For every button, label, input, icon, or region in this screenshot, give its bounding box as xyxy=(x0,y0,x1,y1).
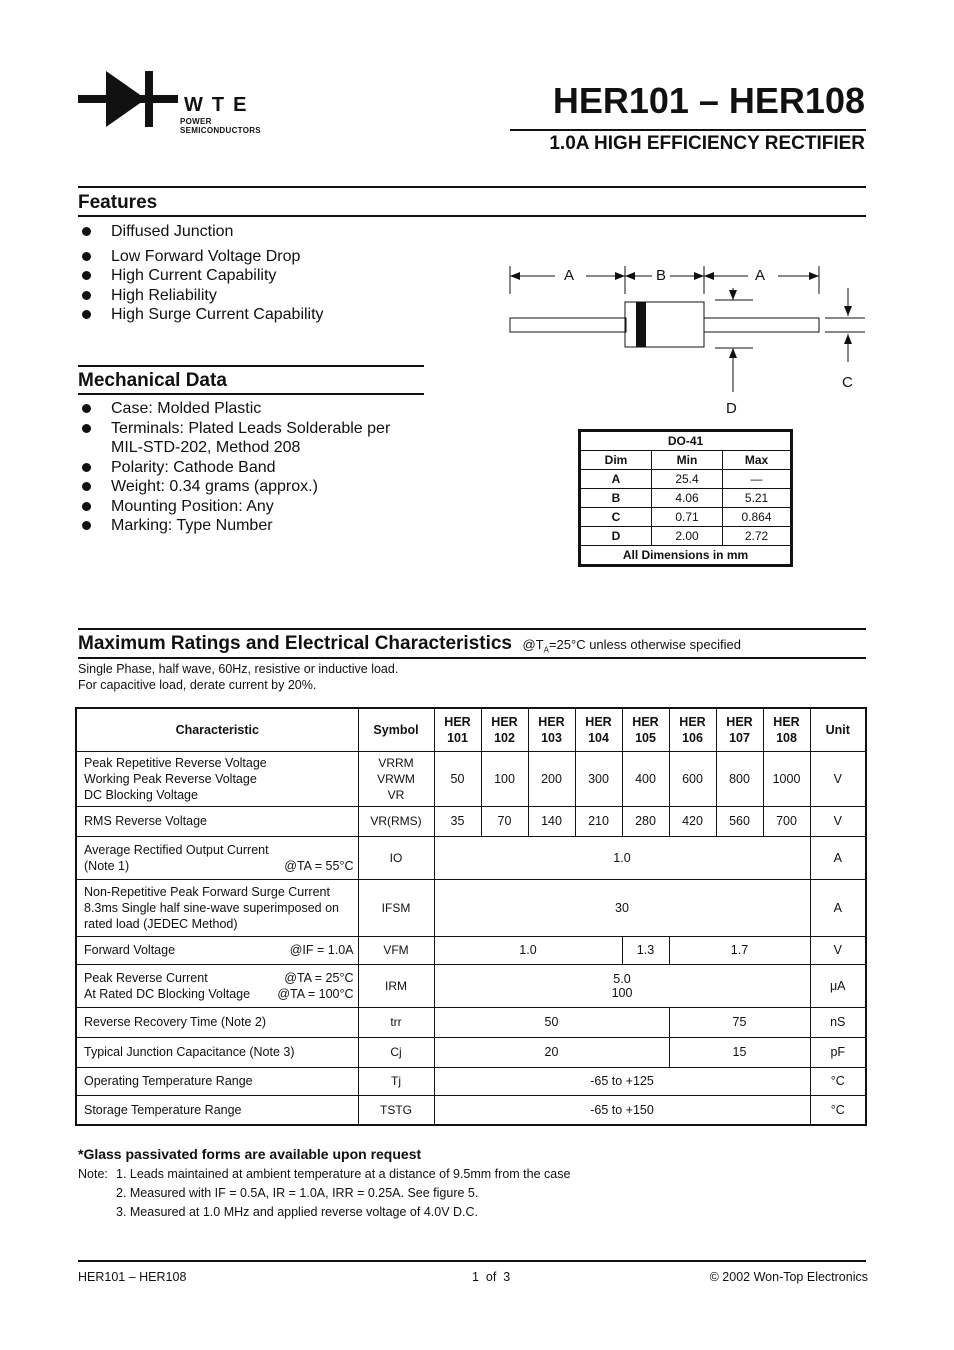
part-bot: 101 xyxy=(447,730,468,745)
page-title: HER101 – HER108 xyxy=(552,80,865,121)
ratings-bottom-rule xyxy=(78,657,866,659)
condition-sub: A xyxy=(543,645,549,655)
characteristic-cell xyxy=(76,751,358,806)
part-bot: 108 xyxy=(776,730,797,745)
table-row xyxy=(76,936,866,964)
note-1: 1. Leads maintained at ambient temperature at a distance of 9.5mm from the case xyxy=(116,1167,571,1181)
unit-cell: A xyxy=(810,836,866,879)
unit-cell: μA xyxy=(810,964,866,1007)
characteristic-cell: Reverse Recovery Time (Note 2) xyxy=(76,1007,358,1037)
package-diagram xyxy=(500,262,870,422)
characteristic-cell: Typical Junction Capacitance (Note 3) xyxy=(76,1037,358,1067)
col-header-part xyxy=(575,708,622,751)
characteristic-line xyxy=(84,942,358,958)
characteristics-table xyxy=(75,707,867,1126)
value-cell: 400 xyxy=(622,751,669,806)
ratings-note-1: Single Phase, half wave, 60Hz, resistive or inductive load. xyxy=(78,662,399,676)
col-header-part xyxy=(528,708,575,751)
value-cell: 800 xyxy=(716,751,763,806)
part-bot: 105 xyxy=(635,730,656,745)
dim-label-a1: A xyxy=(564,267,575,284)
dim-cell: — xyxy=(723,470,791,489)
dim-cell: 25.4 xyxy=(652,470,723,489)
footer-page-number: 1 of 3 xyxy=(472,1270,511,1284)
value-cell: 100 xyxy=(481,751,528,806)
features-heading: Features xyxy=(78,192,158,213)
condition-prefix: @T xyxy=(522,637,544,652)
value-cell: 210 xyxy=(575,806,622,836)
condition-suffix: =25°C unless otherwise specified xyxy=(548,637,741,652)
value-cell: 1.0 xyxy=(434,936,622,964)
mechanical-item: Polarity: Cathode Band xyxy=(78,458,438,478)
characteristic-text: Forward Voltage xyxy=(84,943,176,957)
ratings-heading-line xyxy=(78,633,741,655)
footer-copyright: © 2002 Won-Top Electronics xyxy=(709,1270,868,1284)
value-cell: 560 xyxy=(716,806,763,836)
characteristic-line: DC Blocking Voltage xyxy=(84,787,198,802)
ratings-note-2: For capacitive load, derate current by 20%. xyxy=(78,678,317,692)
mechanical-list xyxy=(78,399,438,536)
col-header-unit: Unit xyxy=(810,708,866,751)
note-3: 3. Measured at 1.0 MHz and applied reverse voltage of 4.0V D.C. xyxy=(116,1205,478,1219)
symbol-cell: trr xyxy=(358,1007,434,1037)
footer-rule xyxy=(78,1260,866,1262)
table-row xyxy=(76,751,866,806)
symbol-cell xyxy=(358,751,434,806)
characteristic-line xyxy=(84,970,358,986)
col-header-part xyxy=(716,708,763,751)
part-bot: 102 xyxy=(494,730,515,745)
value-line: 100 xyxy=(611,985,633,1000)
part-top: HER xyxy=(773,714,800,729)
value-cell: 1000 xyxy=(763,751,810,806)
symbol-line: VR xyxy=(387,787,405,802)
symbol-cell: VFM xyxy=(358,936,434,964)
value-cell: 15 xyxy=(669,1037,810,1067)
table-row xyxy=(76,806,866,836)
characteristic-line: Non-Repetitive Peak Forward Surge Current xyxy=(84,884,330,899)
part-top: HER xyxy=(632,714,659,729)
features-list xyxy=(78,222,438,325)
value-cell: 30 xyxy=(434,879,810,936)
part-bot: 104 xyxy=(588,730,609,745)
dim-label-c: C xyxy=(842,374,853,391)
symbol-cell: Tj xyxy=(358,1067,434,1095)
dim-label-b: B xyxy=(656,267,667,284)
company-logo xyxy=(78,68,278,135)
table-row xyxy=(76,1037,866,1067)
value-cell: 35 xyxy=(434,806,481,836)
feature-item: High Surge Current Capability xyxy=(78,305,438,325)
characteristic-line: Working Peak Reverse Voltage xyxy=(84,771,257,786)
dim-col-header: Dim xyxy=(581,451,652,470)
characteristic-cell: Operating Temperature Range xyxy=(76,1067,358,1095)
unit-cell: V xyxy=(810,751,866,806)
ratings-heading: Maximum Ratings and Electrical Characteristics xyxy=(78,633,512,654)
dim-cell: D xyxy=(581,527,652,546)
value-cell: 280 xyxy=(622,806,669,836)
value-cell: 50 xyxy=(434,1007,669,1037)
value-line: 5.0 xyxy=(613,971,631,986)
unit-cell: nS xyxy=(810,1007,866,1037)
dim-cell: C xyxy=(581,508,652,527)
unit-cell: °C xyxy=(810,1067,866,1095)
value-cell: 1.3 xyxy=(622,936,669,964)
dim-row xyxy=(581,470,791,489)
part-top: HER xyxy=(491,714,518,729)
dim-col-header: Max xyxy=(723,451,791,470)
ratings-condition xyxy=(522,637,741,655)
value-cell: 420 xyxy=(669,806,716,836)
notes-label: Note: xyxy=(78,1167,108,1181)
dim-cell: 2.72 xyxy=(723,527,791,546)
dim-label-a2: A xyxy=(755,267,766,284)
symbol-cell: Cj xyxy=(358,1037,434,1067)
unit-cell: pF xyxy=(810,1037,866,1067)
value-cell: 1.0 xyxy=(434,836,810,879)
table-row xyxy=(76,879,866,936)
unit-cell: V xyxy=(810,936,866,964)
symbol-cell: TSTG xyxy=(358,1095,434,1125)
part-bot: 106 xyxy=(682,730,703,745)
condition-text: @TA = 55°C xyxy=(284,858,354,873)
part-top: HER xyxy=(679,714,706,729)
dim-cell: 0.864 xyxy=(723,508,791,527)
value-cell: 200 xyxy=(528,751,575,806)
value-cell xyxy=(434,964,810,1007)
value-cell: 70 xyxy=(481,806,528,836)
characteristic-text: At Rated DC Blocking Voltage xyxy=(84,986,251,1001)
table-row xyxy=(76,1095,866,1125)
mechanical-item: Mounting Position: Any xyxy=(78,497,438,517)
symbol-cell: IO xyxy=(358,836,434,879)
features-bottom-rule xyxy=(78,215,866,217)
mechanical-item: Weight: 0.34 grams (approx.) xyxy=(78,477,438,497)
package-outline-drawing xyxy=(500,262,870,422)
value-cell: -65 to +125 xyxy=(434,1067,810,1095)
mechanical-bottom-rule xyxy=(78,393,424,395)
value-cell: 140 xyxy=(528,806,575,836)
dim-cell: A xyxy=(581,470,652,489)
dim-cell: 0.71 xyxy=(652,508,723,527)
table-row xyxy=(76,836,866,879)
value-cell: 600 xyxy=(669,751,716,806)
characteristic-line: Average Rectified Output Current xyxy=(84,842,269,857)
part-top: HER xyxy=(585,714,612,729)
feature-item: Diffused Junction xyxy=(78,222,438,242)
mechanical-item: Case: Molded Plastic xyxy=(78,399,438,419)
mechanical-top-rule xyxy=(78,365,424,367)
note-2: 2. Measured with IF = 0.5A, IR = 1.0A, IRR = 0.25A. See figure 5. xyxy=(116,1186,479,1200)
col-header-part xyxy=(622,708,669,751)
feature-item: Low Forward Voltage Drop xyxy=(78,247,438,267)
col-header-part xyxy=(481,708,528,751)
symbol-line: VRRM xyxy=(378,755,414,770)
value-cell: 1.7 xyxy=(669,936,810,964)
ratings-top-rule xyxy=(78,628,866,630)
dim-col-header: Min xyxy=(652,451,723,470)
value-cell: 300 xyxy=(575,751,622,806)
mechanical-item: Terminals: Plated Leads Solderable per xyxy=(78,419,438,439)
characteristic-line: rated load (JEDEC Method) xyxy=(84,916,238,931)
characteristic-text: Peak Reverse Current xyxy=(84,970,208,985)
value-cell: 75 xyxy=(669,1007,810,1037)
value-cell: 50 xyxy=(434,751,481,806)
dim-cell: 2.00 xyxy=(652,527,723,546)
part-bot: 107 xyxy=(729,730,750,745)
diode-logo-icon xyxy=(78,68,178,130)
dim-table-title: DO-41 xyxy=(581,432,791,451)
mechanical-heading: Mechanical Data xyxy=(78,370,227,391)
title-rule xyxy=(510,129,866,131)
condition-text: @TA = 25°C xyxy=(284,970,354,985)
part-bot: 103 xyxy=(541,730,562,745)
table-header-row xyxy=(76,708,866,751)
unit-cell: V xyxy=(810,806,866,836)
mechanical-item-continued: MIL-STD-202, Method 208 xyxy=(111,439,301,456)
table-row xyxy=(76,1067,866,1095)
unit-cell: A xyxy=(810,879,866,936)
characteristic-line xyxy=(84,986,358,1002)
logo-text: WTE xyxy=(184,94,256,116)
symbol-line: VRWM xyxy=(377,771,415,786)
characteristic-text: (Note 1) xyxy=(84,858,130,873)
symbol-cell: VR(RMS) xyxy=(358,806,434,836)
characteristic-cell xyxy=(76,936,358,964)
glass-passivated-note: *Glass passivated forms are available upon request xyxy=(78,1146,422,1162)
value-cell: 20 xyxy=(434,1037,669,1067)
footer-left: HER101 – HER108 xyxy=(78,1270,187,1284)
symbol-cell: IRM xyxy=(358,964,434,1007)
page-subtitle: 1.0A HIGH EFFICIENCY RECTIFIER xyxy=(549,133,865,154)
dim-row xyxy=(581,508,791,527)
part-top: HER xyxy=(444,714,471,729)
dim-cell: B xyxy=(581,489,652,508)
col-header-symbol: Symbol xyxy=(358,708,434,751)
dim-table-footer: All Dimensions in mm xyxy=(581,546,791,565)
mechanical-item: Marking: Type Number xyxy=(78,516,438,536)
characteristic-cell xyxy=(76,879,358,936)
dimension-table xyxy=(578,429,793,567)
characteristic-cell xyxy=(76,964,358,1007)
characteristic-cell xyxy=(76,836,358,879)
dim-row xyxy=(581,489,791,508)
dim-label-d: D xyxy=(726,400,737,417)
part-top: HER xyxy=(726,714,753,729)
characteristic-cell: Storage Temperature Range xyxy=(76,1095,358,1125)
col-header-part xyxy=(763,708,810,751)
features-top-rule xyxy=(78,186,866,188)
col-header-part xyxy=(669,708,716,751)
feature-item: High Reliability xyxy=(78,286,438,306)
unit-cell: °C xyxy=(810,1095,866,1125)
characteristic-cell: RMS Reverse Voltage xyxy=(76,806,358,836)
symbol-cell: IFSM xyxy=(358,879,434,936)
dim-row xyxy=(581,527,791,546)
characteristic-line: 8.3ms Single half sine-wave superimposed on xyxy=(84,900,339,915)
value-cell: 700 xyxy=(763,806,810,836)
logo-subtitle: POWER SEMICONDUCTORS xyxy=(180,117,261,135)
table-row xyxy=(76,1007,866,1037)
col-header-part xyxy=(434,708,481,751)
characteristic-line: Peak Repetitive Reverse Voltage xyxy=(84,755,267,770)
characteristic-line xyxy=(84,858,358,874)
table-row xyxy=(76,964,866,1007)
value-cell: -65 to +150 xyxy=(434,1095,810,1125)
col-header-characteristic: Characteristic xyxy=(76,708,358,751)
condition-text: @TA = 100°C xyxy=(277,986,354,1001)
part-top: HER xyxy=(538,714,565,729)
dim-cell: 5.21 xyxy=(723,489,791,508)
feature-item: High Current Capability xyxy=(78,266,438,286)
dim-cell: 4.06 xyxy=(652,489,723,508)
condition-text: @IF = 1.0A xyxy=(289,943,354,957)
